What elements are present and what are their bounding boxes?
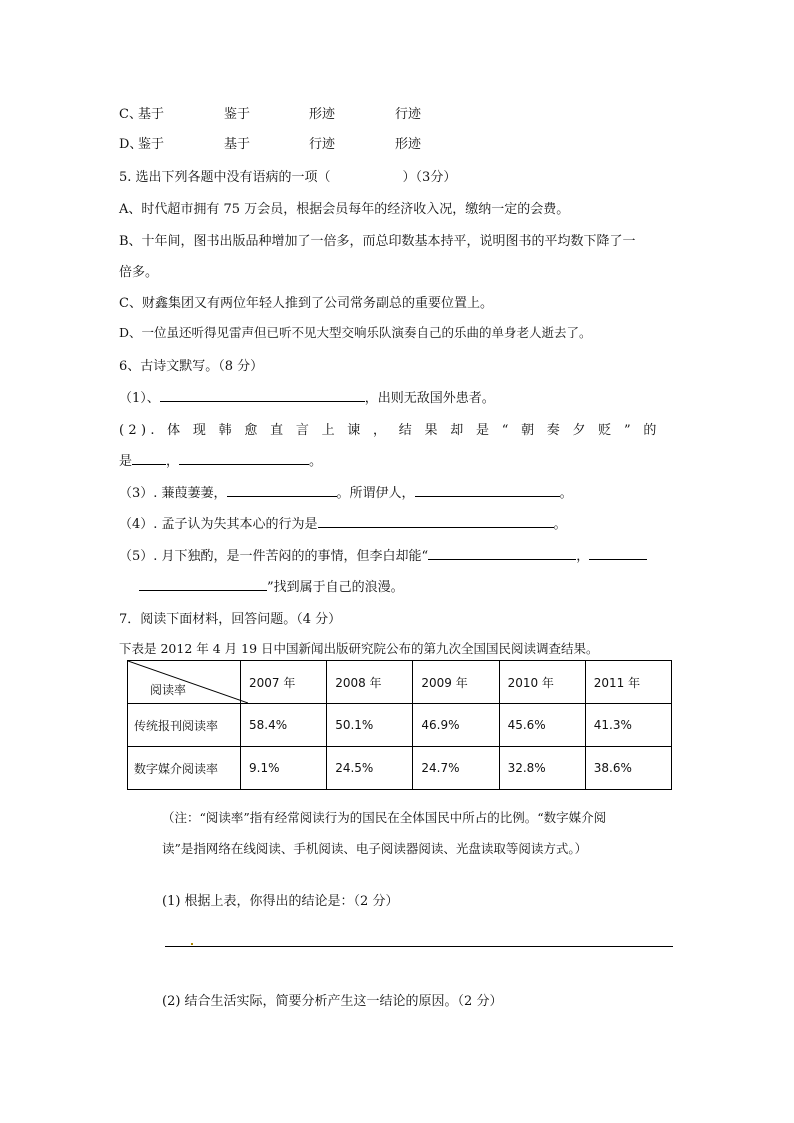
fill-blank[interactable] (179, 452, 309, 465)
table-header-row (128, 661, 672, 704)
answer-line[interactable] (165, 946, 673, 947)
option-word: 行迹 (395, 107, 422, 122)
q6-l3-mid: 。所谓伊人， (336, 486, 415, 501)
table-cell: 58.4% (241, 704, 327, 747)
reading-rate-table (127, 660, 672, 790)
q6-line4 (119, 513, 567, 532)
q6-line2b (119, 450, 322, 469)
table-cell: 32.8% (499, 747, 585, 790)
q7-intro: 下表是 2012 年 4 月 19 日中国新闻出版研究院公布的第九次全国国民阅读调查结果。 (119, 641, 599, 656)
q6-l4-prefix: （4）. 孟子认为失其本心的行为是 (119, 517, 318, 532)
q6-l1-prefix: （1）、 (119, 391, 160, 406)
table-row-label: 传统报刊阅读率 (128, 704, 241, 747)
q6-line5 (119, 545, 647, 564)
q7-sub1: (1) 根据上表，你得出的结论是：（2 分） (162, 894, 399, 909)
stray-mark (191, 943, 193, 945)
option-word: 形迹 (395, 137, 422, 152)
fill-blank[interactable] (589, 547, 647, 560)
fill-blank[interactable] (415, 484, 560, 497)
table-header-cell: 2010 年 (499, 661, 585, 704)
q6-l3-prefix: （3）. 蒹葭萋萋， (119, 486, 227, 501)
q5-option-d: D、一位虽还听得见雷声但已听不见大型交响乐队演奏自己的乐曲的单身老人逝去了。 (119, 325, 592, 340)
q6-line1 (119, 387, 495, 406)
option-d-row (119, 133, 422, 152)
fill-blank[interactable] (132, 452, 166, 465)
option-word: 基于 (224, 137, 251, 152)
q6-l4-suffix: 。 (553, 517, 567, 532)
q5-option-c: C、财鑫集团又有两位年轻人推到了公司常务副总的重要位置上。 (119, 296, 493, 311)
q5-score: ）（3分） (402, 170, 457, 185)
q6-l1-suffix: ，出则无敌国外患者。 (364, 391, 495, 406)
q6-l2b-suffix: 。 (309, 454, 323, 469)
q5-option-b: B、十年间，图书出版品种增加了一倍多，而总印数基本持平，说明图书的平均数下降了一 (119, 234, 636, 249)
table-corner-cell (128, 661, 241, 704)
table-header-cell: 2011 年 (585, 661, 671, 704)
q6-l2-text: (2). 体 现 韩 愈 直 言 上 谏 ， 结 果 却 是 “ 朝 奏 夕 贬 ” 的 (119, 423, 661, 438)
q6-title: 6、古诗文默写。（8 分） (119, 359, 264, 374)
q6-l2b-prefix: 是 (119, 454, 133, 469)
q7-note-line2: 读”是指网络在线阅读、手机阅读、电子阅读器阅读、光盘读取等阅读方式。） (162, 841, 588, 856)
fill-blank[interactable] (318, 515, 554, 528)
table-row (128, 747, 672, 790)
fill-blank[interactable] (139, 578, 267, 591)
table-cell: 41.3% (585, 704, 671, 747)
q7-title: 7．阅读下面材料，回答问题。（4 分） (119, 612, 342, 627)
q6-line3 (119, 482, 573, 501)
table-cell: 50.1% (327, 704, 413, 747)
q6-l2b-mid: ， (166, 454, 180, 469)
table-row (128, 704, 672, 747)
option-word: 鉴于 (138, 137, 165, 152)
table-cell: 38.6% (585, 747, 671, 790)
table-cell: 46.9% (413, 704, 499, 747)
option-word: 形迹 (309, 107, 336, 122)
option-label: D、 (119, 137, 143, 152)
q5-prompt (119, 166, 456, 185)
table-cell: 45.6% (499, 704, 585, 747)
table-row-label: 数字媒介阅读率 (128, 747, 241, 790)
table-cell: 24.7% (413, 747, 499, 790)
q5-option-a: A、时代超市拥有 75 万会员，根据会员每年的经济收入况，缴纳一定的会费。 (119, 202, 570, 217)
fill-blank[interactable] (428, 547, 576, 560)
q7-sub2: (2) 结合生活实际，简要分析产生这一结论的原因。（2 分） (162, 994, 503, 1009)
q7-note-line1: （注：“阅读率”指有经常阅读行为的国民在全体国民中所占的比例。“数字媒介阅 (162, 810, 607, 825)
q6-l3-suffix: 。 (559, 486, 573, 501)
fill-blank[interactable] (160, 389, 365, 402)
table-cell: 9.1% (241, 747, 327, 790)
q6-l5-mid: ， (576, 549, 590, 564)
option-c-row (119, 103, 422, 122)
option-word: 鉴于 (224, 107, 251, 122)
q6-l5b-suffix: ”找到属于自己的浪漫。 (267, 580, 404, 595)
option-word: 基于 (138, 107, 165, 122)
q6-l5-prefix: （5）. 月下独酌，是一件苦闷的的事情，但李白却能“ (119, 549, 429, 564)
fill-blank[interactable] (227, 484, 337, 497)
table-header-cell: 2008 年 (327, 661, 413, 704)
q6-line2 (119, 419, 661, 438)
diagonal-divider (128, 661, 248, 703)
q5-option-b-cont: 倍多。 (119, 265, 159, 280)
option-word: 行迹 (309, 137, 336, 152)
q5-prompt-text: 5. 选出下列各题中没有语病的一项（ (119, 170, 331, 185)
table-corner-label: 阅读率 (150, 683, 187, 697)
table-header-cell: 2009 年 (413, 661, 499, 704)
option-label: C、 (119, 107, 142, 122)
table-cell: 24.5% (327, 747, 413, 790)
table-header-cell: 2007 年 (241, 661, 327, 704)
q6-line5b (119, 576, 404, 595)
